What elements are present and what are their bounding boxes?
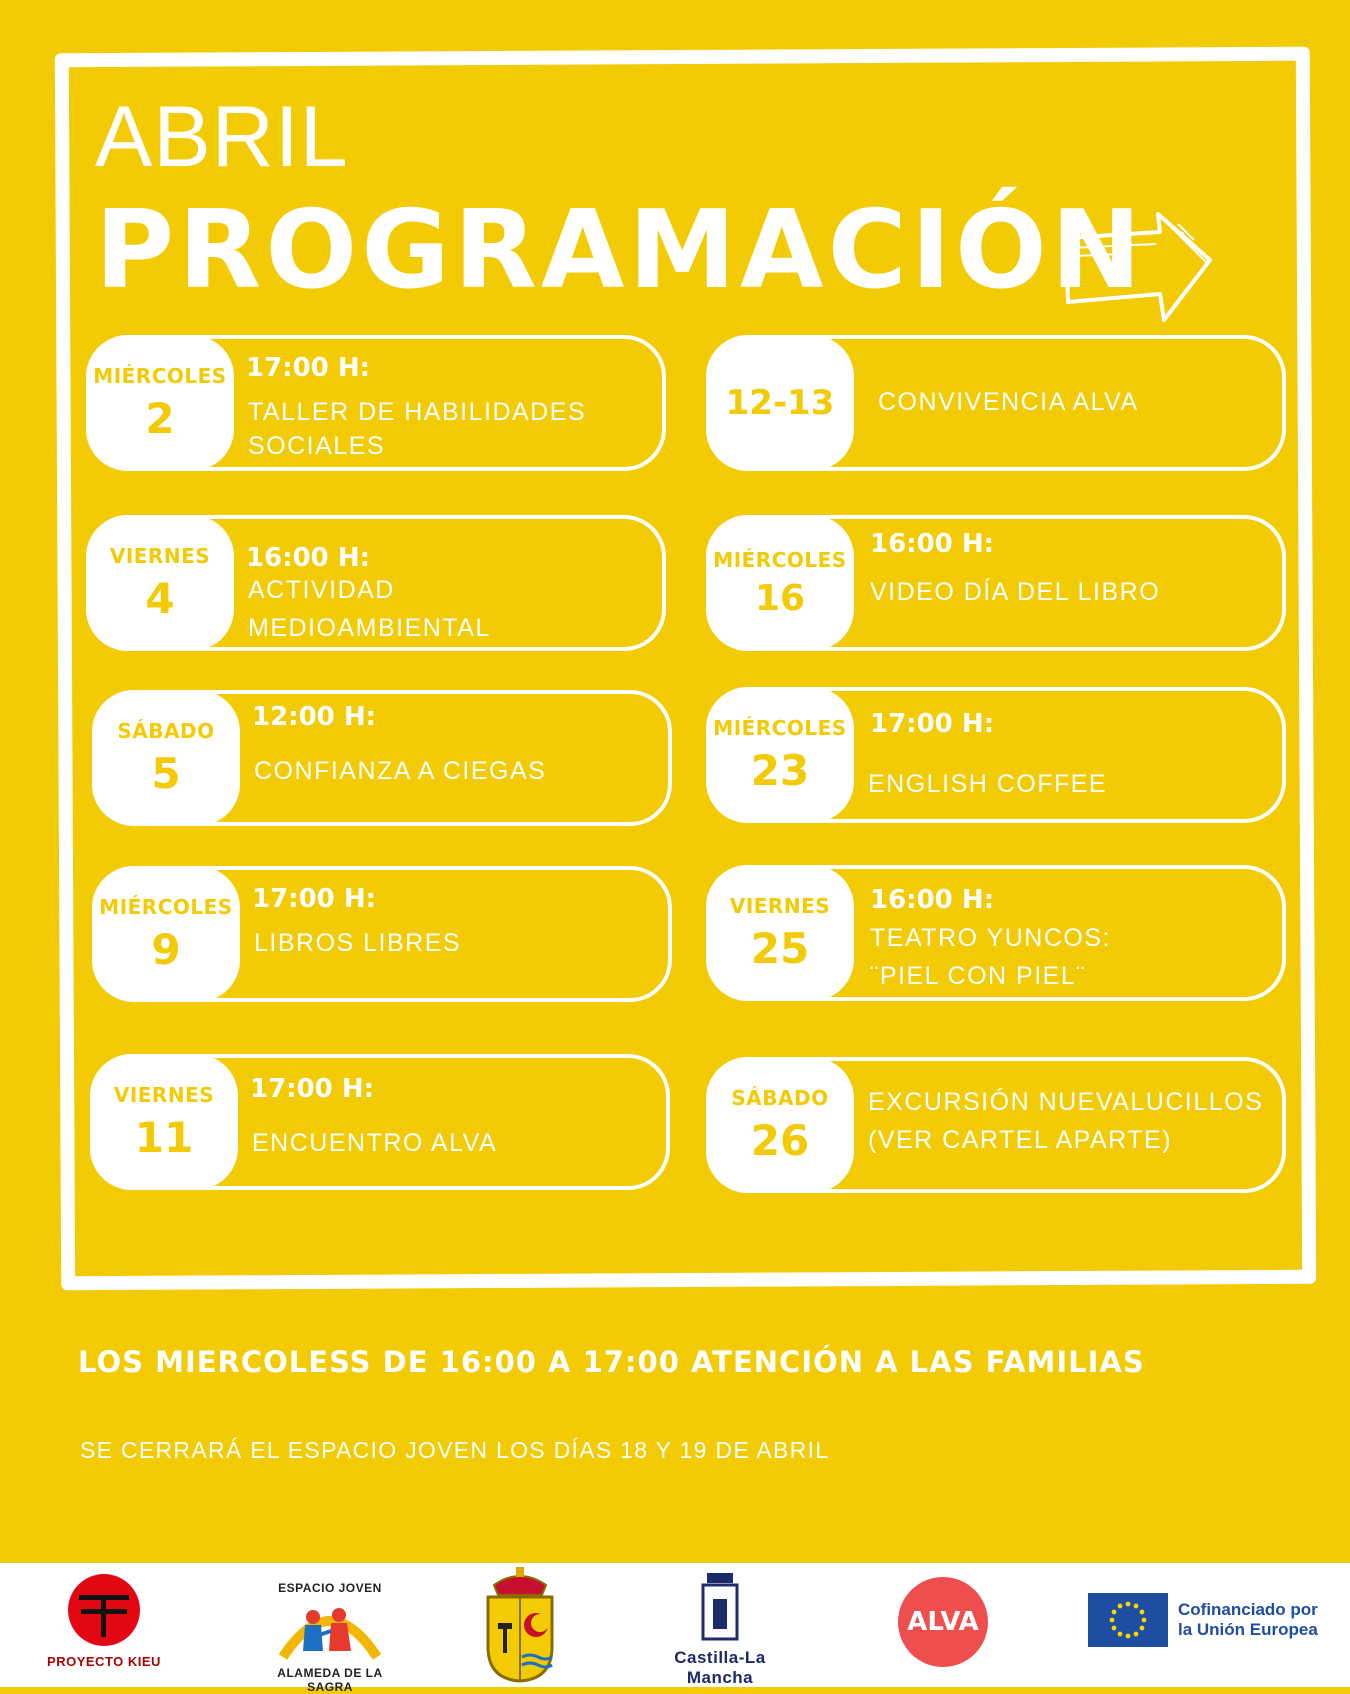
eu-cofinancing-logo bbox=[1088, 1593, 1333, 1647]
event-day: VIERNES bbox=[729, 893, 831, 918]
event-date: 12-13 bbox=[725, 383, 835, 423]
event-card-16 bbox=[706, 515, 1286, 651]
alva-label: ALVA bbox=[907, 1607, 979, 1637]
event-time: 12:00 H: bbox=[252, 702, 376, 732]
event-time: 17:00 H: bbox=[870, 709, 994, 739]
proyecto-kieu-logo bbox=[44, 1573, 164, 1669]
event-activity: ENCUENTRO ALVA bbox=[252, 1129, 498, 1157]
event-activity: CONFIANZA A CIEGAS bbox=[254, 757, 547, 785]
clm-label: Castilla-La Mancha bbox=[674, 1648, 766, 1687]
event-date: 9 bbox=[151, 924, 181, 974]
date-badge bbox=[706, 687, 854, 823]
eu-flag-icon bbox=[1088, 1593, 1168, 1647]
event-day: MIÉRCOLES bbox=[713, 715, 847, 740]
date-badge bbox=[92, 690, 240, 826]
event-day: MIÉRCOLES bbox=[99, 894, 233, 919]
event-time: 17:00 H: bbox=[252, 884, 376, 914]
event-time: 16:00 H: bbox=[246, 543, 370, 573]
eu-line-1: Cofinanciado por bbox=[1178, 1600, 1318, 1619]
castle-icon bbox=[697, 1573, 743, 1643]
event-date: 5 bbox=[151, 748, 181, 798]
event-time: 17:00 H: bbox=[250, 1074, 374, 1104]
date-badge bbox=[92, 866, 240, 1002]
closure-note: SE CERRARÁ EL ESPACIO JOVEN LOS DÍAS 18 Y 19 DE ABRIL bbox=[80, 1437, 830, 1463]
event-card-23 bbox=[706, 687, 1286, 823]
event-card-11 bbox=[90, 1054, 670, 1190]
event-date: 2 bbox=[145, 393, 175, 443]
event-date: 11 bbox=[134, 1112, 194, 1162]
event-day: SÁBADO bbox=[117, 718, 215, 743]
event-card-5 bbox=[92, 690, 672, 826]
event-activity: TEATRO YUNCOS: ¨PIEL CON PIEL¨ bbox=[870, 924, 1111, 990]
event-time: 16:00 H: bbox=[870, 529, 994, 559]
children-icon bbox=[275, 1595, 385, 1661]
event-date: 4 bbox=[145, 573, 175, 623]
castilla-la-mancha-logo bbox=[640, 1573, 800, 1688]
date-badge bbox=[706, 515, 854, 651]
date-badge bbox=[86, 515, 234, 651]
event-day: MIÉRCOLES bbox=[93, 363, 227, 388]
event-card-12-13 bbox=[706, 335, 1286, 471]
event-day: VIERNES bbox=[109, 543, 211, 568]
event-day: SÁBADO bbox=[731, 1085, 829, 1110]
espacio-joven-label: ESPACIO JOVEN bbox=[278, 1581, 382, 1595]
event-activity: ACTIVIDAD MEDIOAMBIENTAL bbox=[248, 576, 491, 642]
month-heading: ABRIL bbox=[95, 89, 349, 185]
event-card-9 bbox=[92, 866, 672, 1002]
event-date: 23 bbox=[750, 745, 810, 795]
date-badge bbox=[706, 335, 854, 471]
event-date: 25 bbox=[750, 923, 810, 973]
kieu-label: PROYECTO KIEU bbox=[47, 1654, 161, 1669]
event-day: VIERNES bbox=[113, 1082, 215, 1107]
page-title: PROGRAMACIÓN bbox=[95, 188, 1146, 313]
alameda-label: ALAMEDA DE LA SAGRA bbox=[277, 1666, 383, 1694]
kieu-symbol-icon bbox=[67, 1573, 141, 1647]
event-activity: EXCURSIÓN NUEVALUCILLOS (VER CARTEL APARTE) bbox=[868, 1088, 1264, 1154]
families-note: LOS MIERCOLESS DE 16:00 A 17:00 ATENCIÓN A LAS FAMILIAS bbox=[78, 1345, 1145, 1379]
event-activity: ENGLISH COFFEE bbox=[868, 770, 1108, 798]
sponsor-footer bbox=[0, 1563, 1350, 1694]
event-card-26 bbox=[706, 1057, 1286, 1193]
event-day: MIÉRCOLES bbox=[713, 547, 847, 572]
eu-line-2: la Unión Europea bbox=[1178, 1620, 1318, 1639]
date-badge bbox=[706, 1057, 854, 1193]
date-badge bbox=[90, 1054, 238, 1190]
event-time: 16:00 H: bbox=[870, 885, 994, 915]
event-date: 26 bbox=[750, 1115, 810, 1165]
espacio-joven-logo bbox=[255, 1581, 405, 1694]
event-card-4 bbox=[86, 515, 666, 651]
event-card-2 bbox=[86, 335, 666, 471]
date-badge bbox=[86, 335, 234, 471]
event-card-25 bbox=[706, 865, 1286, 1001]
date-badge bbox=[706, 865, 854, 1001]
alva-logo bbox=[898, 1577, 988, 1667]
event-activity: VIDEO DÍA DEL LIBRO bbox=[870, 578, 1161, 606]
hand-drawn-arrow-right-icon bbox=[1060, 210, 1220, 325]
event-date: 16 bbox=[754, 577, 806, 619]
coat-of-arms-icon bbox=[480, 1567, 560, 1683]
event-activity: TALLER DE HABILIDADES SOCIALES bbox=[248, 398, 587, 460]
event-activity: LIBROS LIBRES bbox=[254, 929, 462, 957]
event-time: 17:00 H: bbox=[246, 353, 370, 383]
event-activity: CONVIVENCIA ALVA bbox=[878, 388, 1139, 416]
